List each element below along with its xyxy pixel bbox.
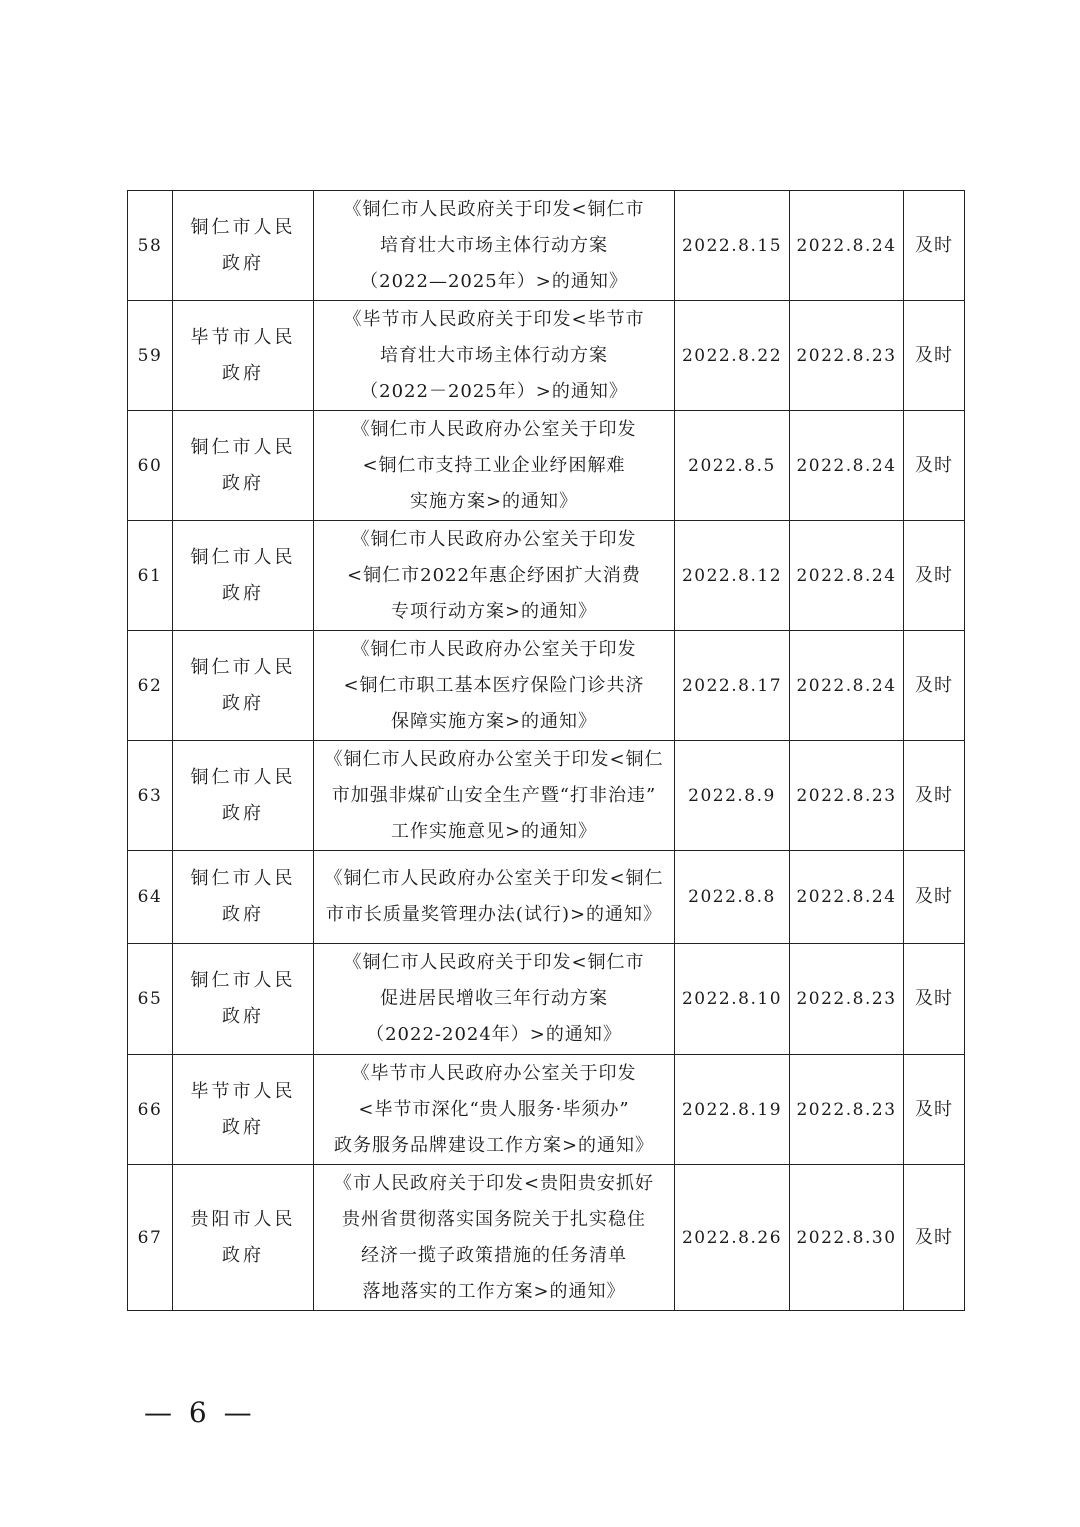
publish-date-cell: 2022.8.23 xyxy=(790,1055,904,1165)
table-row xyxy=(128,944,965,1055)
row-number-cell: 59 xyxy=(128,301,173,411)
table-row xyxy=(128,741,965,851)
timeliness-status-cell: 及时 xyxy=(904,521,965,631)
publish-date-cell: 2022.8.24 xyxy=(790,521,904,631)
issuing-unit-cell xyxy=(173,521,314,631)
issuing-unit-line: 政府 xyxy=(222,582,264,604)
issue-date-cell: 2022.8.17 xyxy=(675,631,790,741)
issuing-unit-cell xyxy=(173,631,314,741)
document-title-line: <铜仁市职工基本医疗保险门诊共济 xyxy=(343,674,645,696)
issuing-unit-line: 政府 xyxy=(222,692,264,714)
document-title-cell xyxy=(314,191,675,301)
document-title-line: 保障实施方案>的通知》 xyxy=(390,710,598,732)
timeliness-status-cell: 及时 xyxy=(904,741,965,851)
issuing-unit-cell xyxy=(173,411,314,521)
table-row xyxy=(128,1055,965,1165)
issuing-unit-cell xyxy=(173,741,314,851)
issuing-unit-line: 铜仁市人民 xyxy=(190,546,296,568)
document-title-line: 经济一揽子政策措施的任务清单 xyxy=(361,1244,627,1266)
issuing-unit-line: 铜仁市人民 xyxy=(190,436,296,458)
document-title-cell xyxy=(314,1165,675,1311)
document-title-line: 培育壮大市场主体行动方案 xyxy=(380,344,608,366)
publish-date-cell: 2022.8.30 xyxy=(790,1165,904,1311)
timeliness-status-cell: 及时 xyxy=(904,191,965,301)
document-title-line: 专项行动方案>的通知》 xyxy=(390,600,598,622)
document-title-cell xyxy=(314,851,675,944)
timeliness-status-cell: 及时 xyxy=(904,944,965,1055)
row-number-cell: 62 xyxy=(128,631,173,741)
row-number-cell: 58 xyxy=(128,191,173,301)
issuing-unit-line: 铜仁市人民 xyxy=(190,970,296,991)
table-row xyxy=(128,411,965,521)
document-table xyxy=(127,190,965,1311)
document-title-line: 市市长质量奖管理办法(试行)>的通知》 xyxy=(325,904,663,925)
issuing-unit-line: 政府 xyxy=(222,1244,264,1266)
document-title-line: 市加强非煤矿山安全生产暨“打非治违” xyxy=(331,784,657,806)
table-row xyxy=(128,191,965,301)
table-row xyxy=(128,521,965,631)
issuing-unit-line: 铜仁市人民 xyxy=(190,868,296,889)
document-title-line: <铜仁市支持工业企业纾困解难 xyxy=(362,454,626,476)
row-number-cell: 65 xyxy=(128,944,173,1055)
document-title-line: 《毕节市人民政府办公室关于印发 xyxy=(351,1062,637,1084)
issuing-unit-cell xyxy=(173,851,314,944)
publish-date-cell: 2022.8.24 xyxy=(790,191,904,301)
document-title-line: 《铜仁市人民政府办公室关于印发 xyxy=(351,418,637,440)
issuing-unit-cell xyxy=(173,944,314,1055)
issuing-unit-line: 毕节市人民 xyxy=(190,1080,296,1102)
table-row xyxy=(128,1165,965,1311)
issue-date-cell: 2022.8.19 xyxy=(675,1055,790,1165)
publish-date-cell: 2022.8.23 xyxy=(790,301,904,411)
issue-date-cell: 2022.8.9 xyxy=(675,741,790,851)
issuing-unit-line: 政府 xyxy=(222,1116,264,1138)
document-title-line: 贵州省贯彻落实国务院关于扎实稳住 xyxy=(342,1208,646,1230)
publish-date-cell: 2022.8.24 xyxy=(790,411,904,521)
publish-date-cell: 2022.8.24 xyxy=(790,851,904,944)
issuing-unit-cell xyxy=(173,1055,314,1165)
row-number-cell: 61 xyxy=(128,521,173,631)
publish-date-cell: 2022.8.24 xyxy=(790,631,904,741)
issue-date-cell: 2022.8.8 xyxy=(675,851,790,944)
document-title-line: 《市人民政府关于印发<贵阳贵安抓好 xyxy=(333,1172,655,1194)
issuing-unit-line: 政府 xyxy=(222,472,264,494)
document-title-line: 《铜仁市人民政府关于印发<铜仁市 xyxy=(343,198,645,220)
issue-date-cell: 2022.8.10 xyxy=(675,944,790,1055)
document-title-cell xyxy=(314,631,675,741)
issuing-unit-line: 铜仁市人民 xyxy=(190,216,296,238)
table-row xyxy=(128,631,965,741)
table-body xyxy=(128,191,965,1311)
issuing-unit-line: 政府 xyxy=(222,1006,264,1027)
issuing-unit-line: 铜仁市人民 xyxy=(190,766,296,788)
issuing-unit-line: 政府 xyxy=(222,362,264,384)
document-title-line: 《铜仁市人民政府办公室关于印发 xyxy=(351,528,637,550)
issuing-unit-line: 政府 xyxy=(222,252,264,274)
timeliness-status-cell: 及时 xyxy=(904,301,965,411)
document-title-cell xyxy=(314,301,675,411)
document-title-line: 《毕节市人民政府关于印发<毕节市 xyxy=(343,308,645,330)
document-title-line: <毕节市深化“贵人服务·毕须办” xyxy=(358,1098,630,1120)
timeliness-status-cell: 及时 xyxy=(904,1165,965,1311)
issuing-unit-line: 铜仁市人民 xyxy=(190,656,296,678)
issue-date-cell: 2022.8.26 xyxy=(675,1165,790,1311)
document-title-line: （2022-2024年）>的通知》 xyxy=(366,1024,622,1045)
issuing-unit-cell xyxy=(173,191,314,301)
timeliness-status-cell: 及时 xyxy=(904,411,965,521)
row-number-cell: 67 xyxy=(128,1165,173,1311)
document-title-line: 《铜仁市人民政府办公室关于印发 xyxy=(351,638,637,660)
document-title-line: 《铜仁市人民政府办公室关于印发<铜仁 xyxy=(324,748,664,770)
document-title-line: 实施方案>的通知》 xyxy=(409,490,579,512)
issuing-unit-line: 贵阳市人民 xyxy=(190,1208,296,1230)
timeliness-status-cell: 及时 xyxy=(904,1055,965,1165)
document-title-line: <铜仁市2022年惠企纾困扩大消费 xyxy=(347,564,641,586)
issuing-unit-line: 政府 xyxy=(222,904,264,925)
issue-date-cell: 2022.8.5 xyxy=(675,411,790,521)
issue-date-cell: 2022.8.15 xyxy=(675,191,790,301)
document-title-cell xyxy=(314,411,675,521)
table-row xyxy=(128,301,965,411)
document-title-line: 落地落实的工作方案>的通知》 xyxy=(362,1280,626,1302)
issue-date-cell: 2022.8.12 xyxy=(675,521,790,631)
document-title-line: 工作实施意见>的通知》 xyxy=(390,820,598,842)
publish-date-cell: 2022.8.23 xyxy=(790,741,904,851)
document-title-line: 《铜仁市人民政府关于印发<铜仁市 xyxy=(343,952,645,973)
document-title-line: （2022－2025年）>的通知》 xyxy=(360,380,628,402)
document-title-line: 促进居民增收三年行动方案 xyxy=(380,988,608,1009)
issuing-unit-line: 毕节市人民 xyxy=(190,326,296,348)
document-title-line: （2022—2025年）>的通知》 xyxy=(360,270,628,292)
timeliness-status-cell: 及时 xyxy=(904,631,965,741)
issue-date-cell: 2022.8.22 xyxy=(675,301,790,411)
document-title-cell xyxy=(314,521,675,631)
page-number: — 6 — xyxy=(144,1396,256,1429)
row-number-cell: 63 xyxy=(128,741,173,851)
row-number-cell: 60 xyxy=(128,411,173,521)
document-title-cell xyxy=(314,1055,675,1165)
row-number-cell: 66 xyxy=(128,1055,173,1165)
row-number-cell: 64 xyxy=(128,851,173,944)
document-title-line: 《铜仁市人民政府办公室关于印发<铜仁 xyxy=(324,868,664,889)
issuing-unit-cell xyxy=(173,1165,314,1311)
issuing-unit-cell xyxy=(173,301,314,411)
timeliness-status-cell: 及时 xyxy=(904,851,965,944)
issuing-unit-line: 政府 xyxy=(222,802,264,824)
document-title-cell xyxy=(314,944,675,1055)
publish-date-cell: 2022.8.23 xyxy=(790,944,904,1055)
document-title-line: 政务服务品牌建设工作方案>的通知》 xyxy=(333,1134,655,1156)
table-row xyxy=(128,851,965,944)
document-title-line: 培育壮大市场主体行动方案 xyxy=(380,234,608,256)
document-title-cell xyxy=(314,741,675,851)
